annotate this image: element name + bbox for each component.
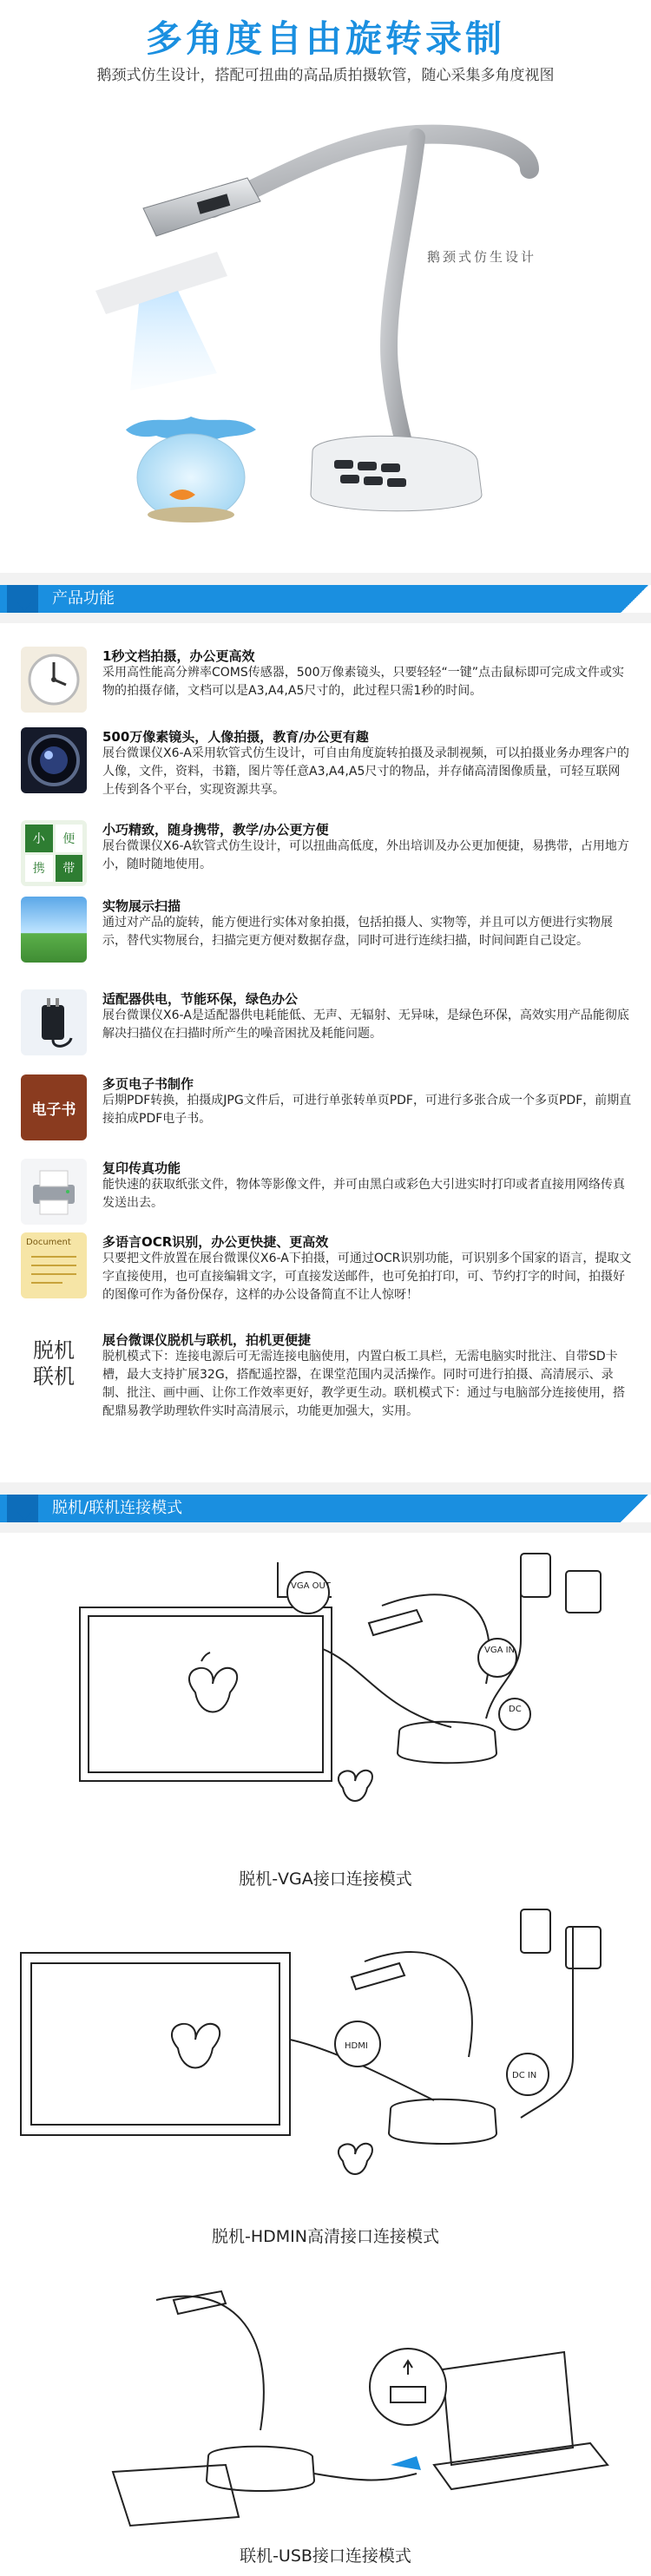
ebook-icon-label: 电子书 [31, 1101, 76, 1119]
feature-title: 展台微课仪脱机与联机，拍机更便捷 [102, 1332, 312, 1348]
feature-description: 能快速的获取纸张文件，物体等影像文件，并可由黑白或彩色大引进实时打印或者直接用网络传真发送出去。 [102, 1178, 625, 1210]
portable-icon-char: 小 [25, 825, 53, 852]
online-label: 联机 [33, 1364, 75, 1389]
diagram-usb-online [0, 2257, 651, 2576]
portable-icon-char: 携 [25, 855, 53, 883]
feature-title: 复印传真功能 [102, 1160, 181, 1176]
document-icon [21, 1232, 87, 1298]
diagram-hdmi-offline [0, 1901, 651, 2248]
vga-out-label: VGA OUT [291, 1581, 331, 1591]
vga-in-label: VGA IN [484, 1646, 516, 1655]
feature-title: 多页电子书制作 [102, 1076, 194, 1092]
offline-online-icon [21, 1331, 87, 1396]
features-header-label: 产品功能 [52, 589, 115, 608]
feature-description: 只要把文件放置在展台微课仪X6-A下拍摄，可通过OCR识别功能，可识别多个国家的语言，提取文字直接使用，也可直接编辑文字，可直接发送邮件，也可免拍打印，可、节约打字的时间，拍摄好的图像可作为备份保存，这样的办公设备简直不让人惊呀！ [102, 1252, 632, 1302]
hero-subtitle: 鹅颈式仿生设计，搭配可扭曲的高品质拍摄软管，随心采集多角度视图 [96, 67, 555, 84]
connect-header-label: 脱机/联机连接模式 [52, 1499, 183, 1517]
hero-caption: 鹅颈式仿生设计 [427, 249, 537, 265]
diagram-caption: 脱机-VGA接口连接模式 [239, 1870, 412, 1889]
portable-icon [21, 820, 87, 886]
feature-title: 500万像素镜头，人像拍摄，教育/办公更有趣 [102, 729, 369, 745]
section-end-cut [618, 1495, 651, 1522]
dc-label: DC [509, 1705, 522, 1714]
document-icon-label: Document [26, 1238, 71, 1247]
section-tab-pointer [17, 1512, 31, 1521]
landscape-icon [21, 897, 87, 963]
camera-lens-icon [21, 727, 87, 793]
printer-icon [21, 1159, 87, 1225]
feature-description: 通过对产品的旋转，能方便进行实体对象拍摄，包括拍摄人、实物等，并且可以方便进行实物展示，替代实物展台，扫描完更方便对数据存盘，同时可进行连续扫描，时间间距自己设定。 [102, 916, 613, 948]
hero-title: 多角度自由旋转录制 [145, 17, 505, 60]
gooseneck-camera-illustration [0, 87, 651, 555]
section-end-cut [618, 585, 651, 613]
feature-title: 1秒文档拍摄，办公更高效 [102, 648, 255, 664]
power-adapter-icon [21, 989, 87, 1055]
feature-description: 展台微课仪X6-A软管式仿生设计，可以扭曲高低度，外出培训及办公更加便捷，易携带，占用地方小，随时随地使用。 [102, 839, 629, 871]
diagram-caption: 脱机-HDMIN高清接口连接模式 [212, 2227, 439, 2246]
usb-connection-drawing [0, 2257, 651, 2534]
feature-title: 实物展示扫描 [102, 898, 181, 914]
feature-title: 小巧精致，随身携带，教学/办公更方便 [102, 822, 329, 838]
diagram-caption: 联机-USB接口连接模式 [240, 2546, 411, 2566]
hero-section [0, 0, 651, 555]
feature-title: 多语言OCR识别，办公更快捷、更高效 [102, 1234, 329, 1250]
feature-description: 采用高性能高分辨率COMS传感器，500万像素镜头，只要轻轻“一键”点击鼠标即可完成文件或实物的拍摄存储，文档可以是A3,A4,A5尺寸的，此过程只需1秒的时间。 [102, 666, 624, 698]
hdmi-connection-drawing [0, 1901, 651, 2213]
diagram-vga-offline [0, 1545, 651, 1892]
connect-section-header [0, 1482, 651, 1533]
portable-icon-char: 便 [56, 825, 83, 852]
feature-description: 展台微课仪X6-A采用软管式仿生设计，可自由角度旋转拍摄及录制视频，可以拍摄业务办理客户的人像，文件，资料，书籍，图片等任意A3,A4,A5尺寸的物品，并存储高清图像质量，可轻互联网上传到各个平台，实现资源共享。 [102, 746, 629, 797]
ebook-icon [21, 1074, 87, 1140]
feature-title: 适配器供电，节能环保，绿色办公 [102, 991, 299, 1007]
feature-description: 脱机模式下：连接电源后可无需连接电脑使用，内置白板工具栏，无需电脑实时批注、自带SD卡槽，最大支持扩展32G，搭配遥控器，在课堂范围内灵活操作。同时可进行拍摄、高清展示、录制、批注、画中画、让你工作效率更好，教学更生动。联机模式下：通过与电脑部分连接使用，搭配鼎易教学助理软件实时高清展示，功能更加强大，实用。 [102, 1350, 625, 1418]
features-section-header [0, 573, 651, 623]
feature-description: 展台微课仪X6-A是适配器供电耗能低、无声、无辐射、无异味，是绿色环保，高效实用产品能彻底解决扫描仪在扫描时所产生的噪音困扰及耗能问题。 [102, 1009, 629, 1041]
clock-icon [21, 647, 87, 713]
section-tab-pointer [17, 602, 31, 611]
portable-icon-char: 带 [56, 855, 83, 883]
dc-in-label: DC IN [512, 2071, 537, 2080]
offline-label: 脱机 [33, 1338, 75, 1363]
vga-connection-drawing [0, 1545, 651, 1857]
hdmi-label: HDMI [345, 2041, 368, 2051]
feature-description: 后期PDF转换，拍摄成JPG文件后，可进行单张转单页PDF，可进行多张合成一个多页PDF，前期直接拍成PDF电子书。 [102, 1094, 632, 1126]
